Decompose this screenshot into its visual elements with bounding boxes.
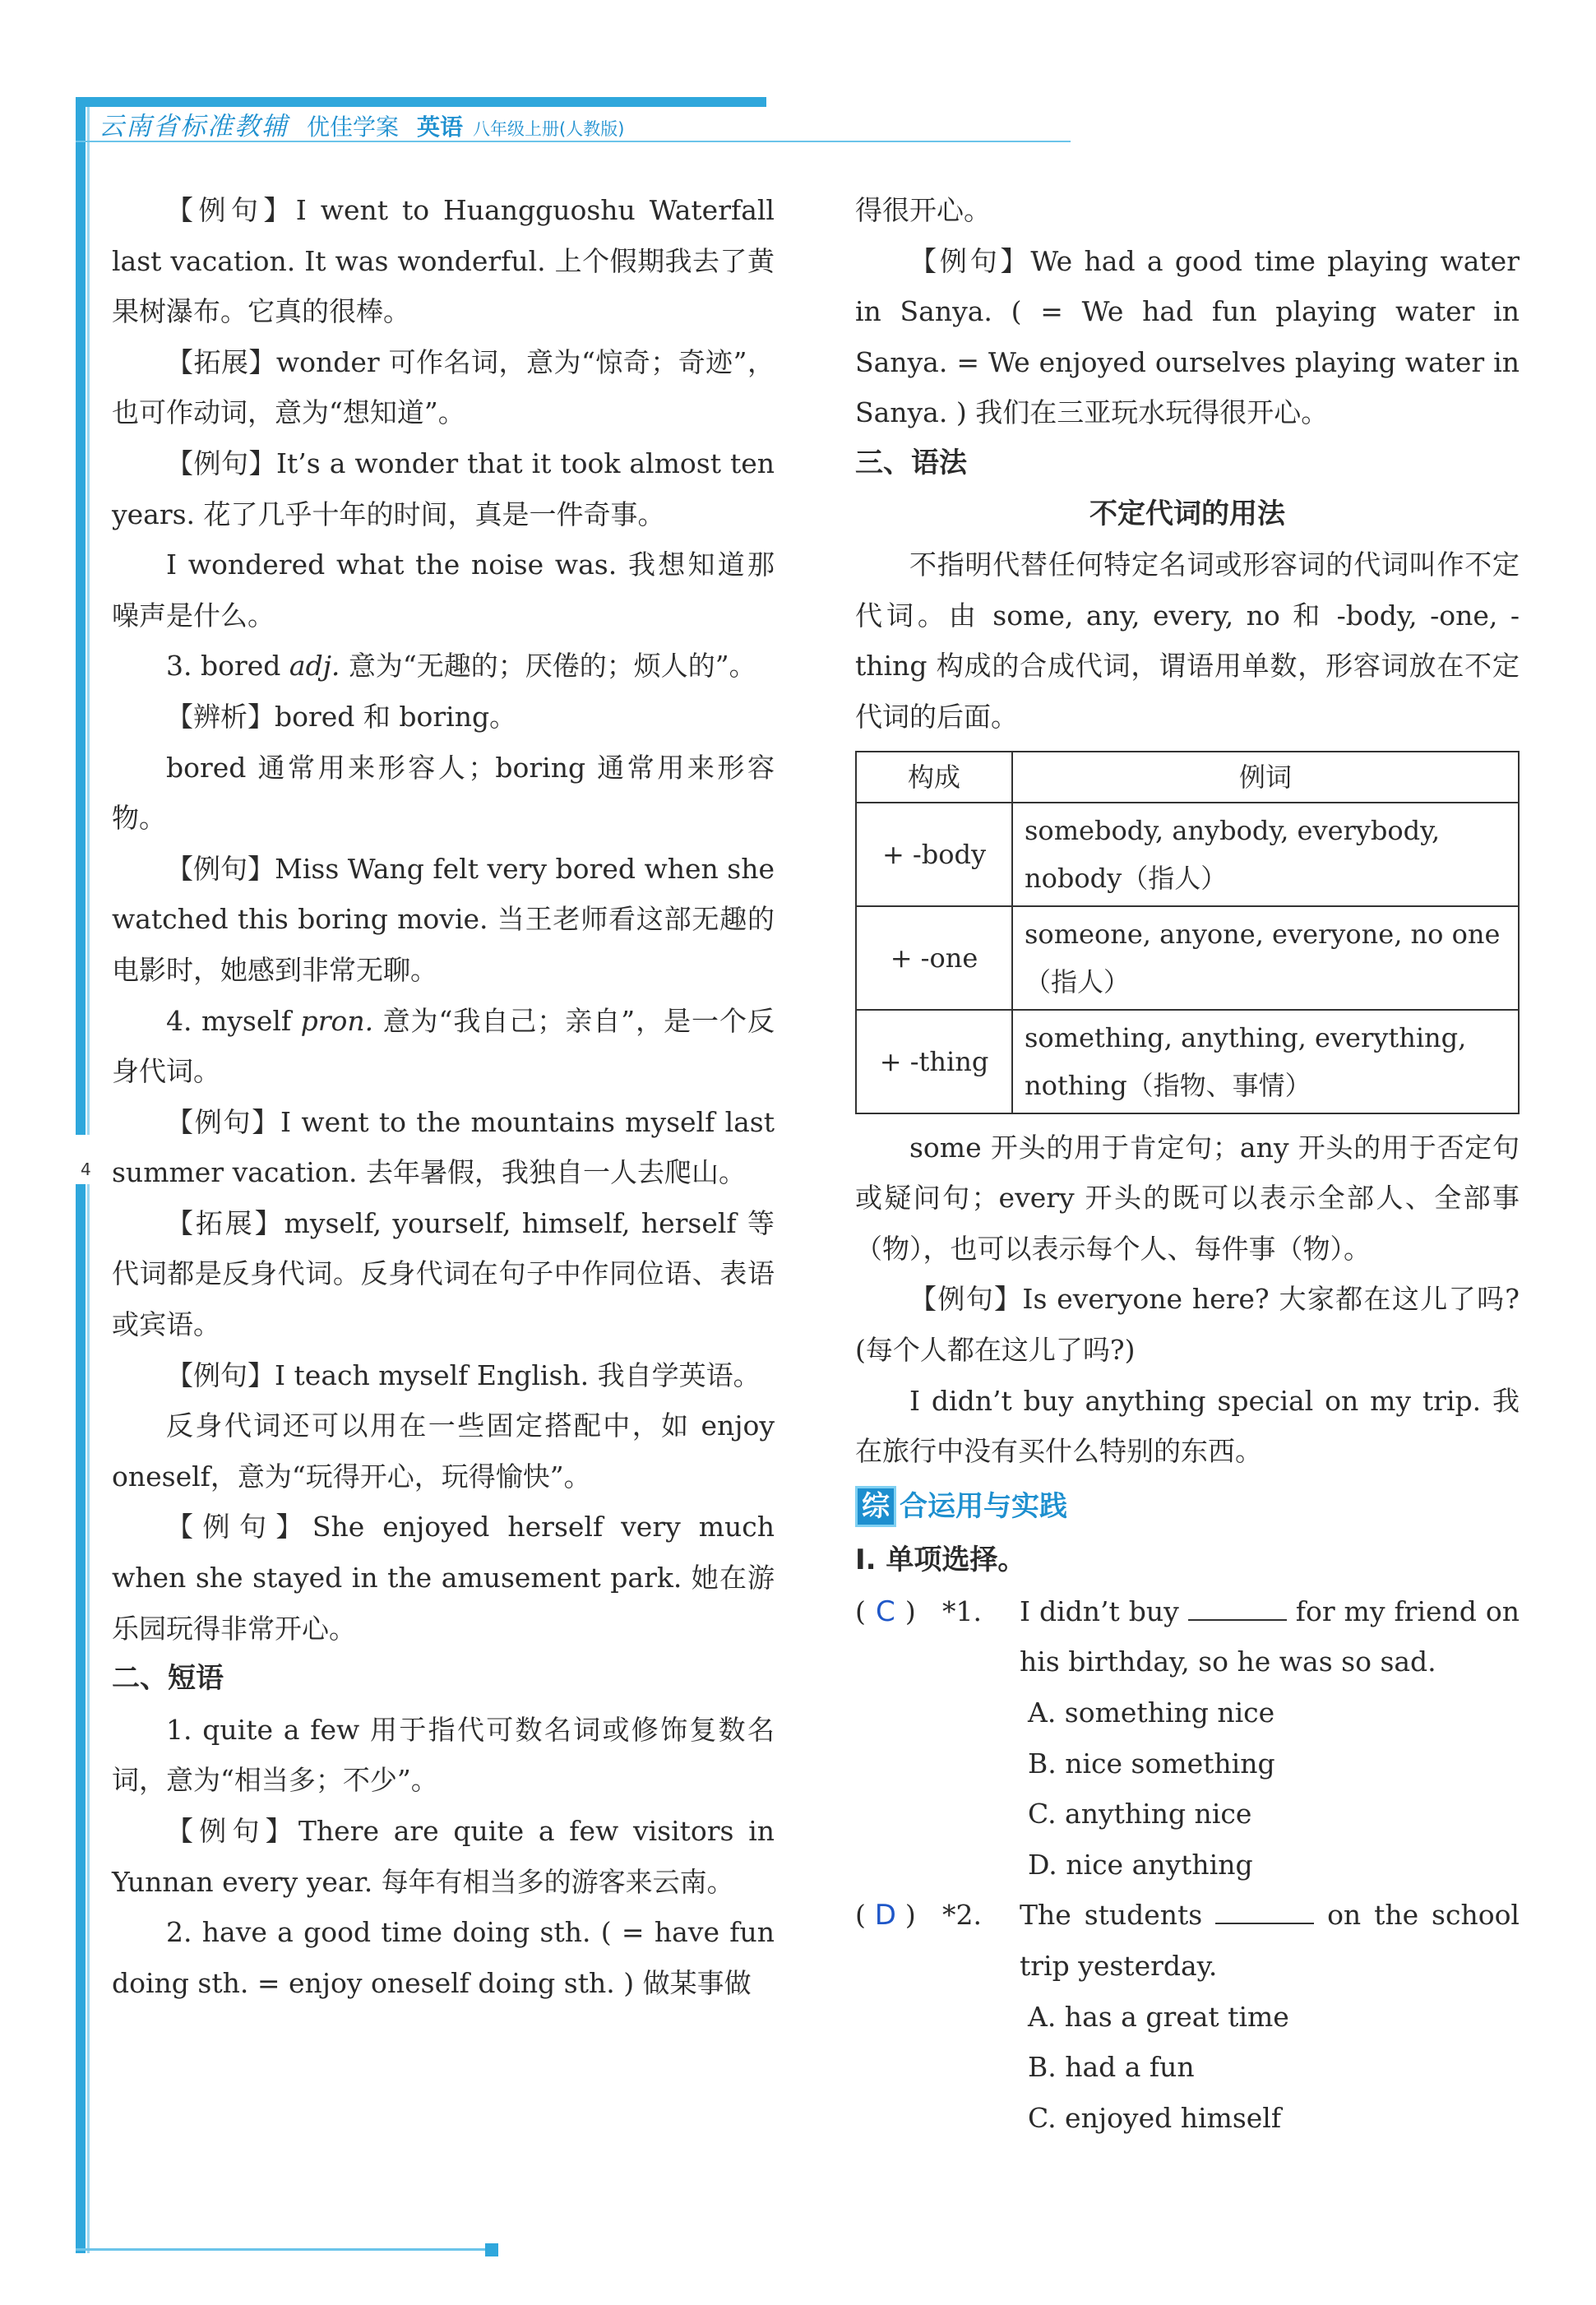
left-column xyxy=(112,185,775,2008)
question-text xyxy=(1020,1586,1520,1687)
question-text-part: The students xyxy=(1020,1899,1203,1932)
answer-bracket: ( D ) xyxy=(855,1890,942,1942)
option-a: A. something nice xyxy=(1028,1696,1275,1729)
part-of-speech: adj. xyxy=(289,650,340,683)
vocab-item-myself xyxy=(112,996,775,1097)
table-header-cell: 例词 xyxy=(1012,752,1519,803)
paragraph: 【例句】It’s a wonder that it took almost ten years. 花了几乎十年的时间，真是一件奇事。 xyxy=(112,447,775,530)
answer-blank xyxy=(1215,1898,1314,1924)
footer-square-marker xyxy=(485,2243,498,2256)
vocab-item-bored xyxy=(112,641,775,692)
section-heading-grammar: 三、语法 xyxy=(855,446,967,479)
table-cell: + -body xyxy=(856,803,1012,906)
footer-rule xyxy=(76,2248,487,2251)
table-row xyxy=(856,803,1519,906)
paragraph: 不指明代替任何特定名词或形容词的代词叫作不定代词。由 some, any, every, no 和 -body, -one, -thing 构成的合成代词，谓语用单数，形容词放在不定代词的后面。 xyxy=(855,548,1520,733)
option-c: C. enjoyed himself xyxy=(1028,2101,1282,2134)
table-cell: something, anything, everything, nothing（指物、事情） xyxy=(1012,1010,1519,1113)
vocab-word: 3. bored xyxy=(166,650,289,683)
grade-label: 八年级上册(人教版) xyxy=(473,119,625,139)
table-row xyxy=(856,1010,1519,1113)
paragraph: 【拓展】myself, yourself, himself, herself 等代词都是反身代词。反身代词在句子中作同位语、表语或宾语。 xyxy=(112,1206,775,1341)
paragraph: 得很开心。 xyxy=(855,194,991,226)
option-a: A. has a great time xyxy=(1028,2000,1289,2033)
paragraph: 【例句】There are quite a few visitors in Yunnan every year. 每年有相当多的游客来云南。 xyxy=(112,1815,775,1898)
grammar-title: 不定代词的用法 xyxy=(1089,497,1285,530)
section-heading-phrases: 二、短语 xyxy=(112,1662,224,1696)
paragraph: I wondered what the noise was. 我想知道那噪声是什么。 xyxy=(112,548,775,632)
paragraph: 【例句】Is everyone here? 大家都在这儿了吗?(每个人都在这儿了吗?) xyxy=(855,1283,1520,1366)
section-title-text: 合运用与实践 xyxy=(900,1489,1067,1523)
question-text-part: I didn’t buy xyxy=(1020,1595,1179,1627)
paragraph: I didn’t buy anything special on my trip. 我在旅行中没有买什么特别的东西。 xyxy=(855,1384,1520,1468)
paragraph: 【拓展】wonder 可作名词，意为“惊奇；奇迹”，也可作动词，意为“想知道”。 xyxy=(112,345,775,429)
paragraph: some 开头的用于肯定句；any 开头的用于否定句或疑问句；every 开头的既可以表示全部人、全部事（物），也可以表示每个人、每件事（物）。 xyxy=(855,1131,1520,1265)
brand-name: 云南省标准教辅 xyxy=(99,112,289,141)
table-cell: + -thing xyxy=(856,1010,1012,1113)
paragraph: bored 通常用来形容人；boring 通常用来形容物。 xyxy=(112,751,775,835)
vocab-meaning: 意为“我自己；亲自”，是一个反身代词。 xyxy=(112,1004,775,1088)
right-column xyxy=(855,185,1520,2143)
part-of-speech: pron. xyxy=(300,1004,374,1037)
question-text xyxy=(1020,1890,1520,1991)
option-b: B. had a fun xyxy=(1028,2051,1195,2084)
table-cell: someone, anyone, everyone, no one（指人） xyxy=(1012,906,1519,1010)
answer-blank xyxy=(1188,1595,1287,1621)
vocab-meaning: 意为“无趣的；厌倦的；烦人的”。 xyxy=(340,650,756,683)
answer-choice: C xyxy=(876,1595,895,1628)
question-text-part: for my friend on his birthday, so he was so sad. xyxy=(1020,1595,1520,1678)
question-text-part: on the school trip yesterday. xyxy=(1020,1899,1520,1983)
table-cell: + -one xyxy=(856,906,1012,1010)
paragraph: 1. quite a few 用于指代可数名词或修饰复数名词，意为“相当多；不少”。 xyxy=(112,1713,775,1797)
section-badge: 综 xyxy=(855,1486,896,1527)
table-row xyxy=(856,906,1519,1010)
question-number: *1. xyxy=(942,1595,982,1627)
option-c: C. anything nice xyxy=(1028,1798,1252,1831)
option-b: B. nice something xyxy=(1028,1747,1275,1780)
pronoun-table xyxy=(855,751,1520,1114)
paragraph: 2. have a good time doing sth. ( = have fun doing sth. = enjoy oneself doing sth. ) 做某事做 xyxy=(112,1916,775,1999)
paragraph: 【辨析】bored 和 boring。 xyxy=(166,700,517,733)
table-cell: somebody, anybody, everybody, nobody（指人） xyxy=(1012,803,1519,906)
subject-name: 英语 xyxy=(417,113,464,141)
question-number: *2. xyxy=(942,1899,982,1932)
page-number: 4 xyxy=(81,1159,91,1179)
series-name: 优佳学案 xyxy=(307,113,400,141)
paragraph: 【例句】I went to Huangguoshu Waterfall last vacation. It was wonderful. 上个假期我去了黄果树瀑布。它真的很棒。 xyxy=(112,194,775,328)
answer-choice: D xyxy=(874,1899,896,1932)
question-1 xyxy=(855,1586,1520,1687)
part-heading: Ⅰ. 单项选择。 xyxy=(855,1544,1026,1577)
practice-section-title xyxy=(855,1482,1520,1533)
paragraph: 【例句】We had a good time playing water in Sanya. ( = We had fun playing water in Sanya. = We enjoyed ourselves playing water in Sanya. ) 我们在三亚玩水玩得很开心。 xyxy=(855,244,1520,429)
table-header-cell: 构成 xyxy=(856,752,1012,803)
paragraph: 【例句】Miss Wang felt very bored when she watched this boring movie. 当王老师看这部无趣的电影时，她感到非常无聊。 xyxy=(112,852,775,986)
question-2 xyxy=(855,1890,1520,1991)
table-header-row xyxy=(856,752,1519,803)
page-header xyxy=(99,105,624,140)
paragraph: 【例句】I went to the mountains myself last summer vacation. 去年暑假，我独自一人去爬山。 xyxy=(112,1105,775,1189)
answer-bracket: ( C ) xyxy=(855,1586,942,1638)
paragraph: 【例句】She enjoyed herself very much when she stayed in the amusement park. 她在游乐园玩得非常开心。 xyxy=(112,1511,775,1645)
paragraph: 反身代词还可以用在一些固定搭配中，如 enjoy oneself，意为“玩得开心，玩得愉快”。 xyxy=(112,1409,775,1493)
vocab-word: 4. myself xyxy=(166,1004,301,1037)
option-d: D. nice anything xyxy=(1028,1848,1253,1881)
paragraph: 【例句】I teach myself English. 我自学英语。 xyxy=(166,1358,761,1391)
